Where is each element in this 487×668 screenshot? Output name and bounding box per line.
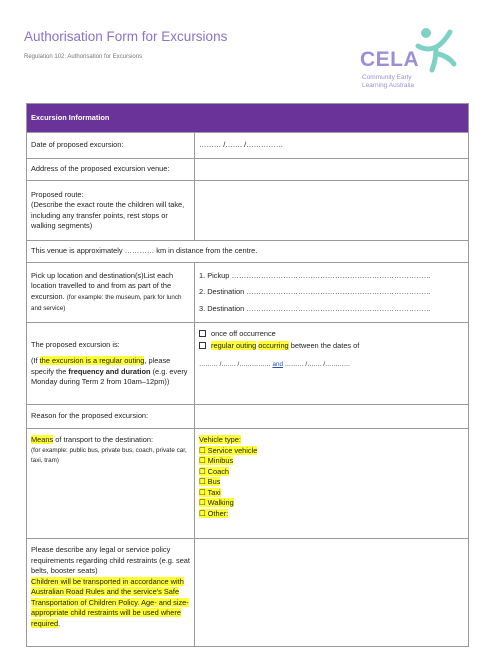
logo-line-2: Learning Australia <box>362 82 415 89</box>
proposed-note-highlight: the excursion is a regular outing <box>39 356 145 365</box>
proposed-note-b: , please specify the <box>31 356 171 376</box>
vehicle-option-walking[interactable]: ☐ Walking <box>199 498 234 507</box>
address-row <box>27 159 469 181</box>
means-rest: of transport to the destination: <box>53 435 154 444</box>
page-title: Authorisation Form for Excursions <box>24 29 228 44</box>
transport-label <box>31 435 190 446</box>
date-label: Date of proposed excursion: <box>27 133 195 159</box>
dates-start: ……… /……. /…………… <box>199 361 271 368</box>
pickup-cell <box>27 263 195 323</box>
vehicle-option-taxi[interactable]: ☐ Taxi <box>199 487 221 497</box>
proposed-note <box>31 356 190 388</box>
vehicle-option-service[interactable]: ☐ Service vehicle <box>199 445 258 455</box>
proposed-note-c: (e.g. every Monday during Term 2 from 10am–12pm)) <box>31 366 188 386</box>
distance-row <box>27 241 469 263</box>
restraints-end: . <box>58 618 61 628</box>
option-regular-rest: between the dates of <box>288 340 360 350</box>
vehicle-cell <box>195 429 469 539</box>
pickup-fields <box>195 263 469 323</box>
excursion-form-table <box>26 103 469 647</box>
restraints-field[interactable] <box>195 539 469 647</box>
option-regular-highlight-2: occurring <box>258 340 289 350</box>
person-figure-icon <box>414 26 464 74</box>
proposed-note-a: (If <box>31 356 40 365</box>
logo-word: CELA <box>360 48 420 71</box>
dates-end: ……… /……. /………… <box>284 361 351 368</box>
restraints-cell <box>27 539 195 647</box>
vehicle-title: Vehicle type: <box>199 435 241 444</box>
route-row <box>27 181 469 241</box>
restraints-highlight: Children will be transported in accordance with Australian Road Rules and the service's Safe Transportation of Children Policy. Age- and size-appropriate child restraints will be used where required <box>31 576 189 628</box>
checkbox-icon[interactable] <box>199 330 206 337</box>
dates-range[interactable] <box>199 360 464 371</box>
cela-logo <box>360 26 460 96</box>
pickup-line-1[interactable]: 1. Pickup ……………………………………………………………………… <box>199 270 431 280</box>
route-cell <box>27 181 195 241</box>
restraints-note <box>31 577 190 630</box>
reason-field[interactable] <box>195 405 469 429</box>
option-once-label: once off occurrence <box>211 329 276 338</box>
proposed-cell <box>27 323 195 405</box>
distance-text[interactable]: This venue is approximately ………… km in distance from the centre. <box>27 241 469 263</box>
pickup-example: (for example: the museum, park for lunch and service) <box>31 293 182 312</box>
restraints-row <box>27 539 469 647</box>
date-row <box>27 133 469 159</box>
restraints-label: Please describe any legal or service policy requirements regarding child restraints (e.g. seat belts, booster seats) <box>31 545 190 575</box>
option-regular[interactable] <box>199 341 464 352</box>
address-field[interactable] <box>195 159 469 181</box>
proposed-label: The proposed excursion is: <box>31 339 120 349</box>
option-once[interactable] <box>199 329 464 340</box>
reason-row <box>27 405 469 429</box>
transport-example: (for example: public bus, private bus, coach, private car, taxi, tram) <box>31 446 187 464</box>
section-header-row <box>27 104 469 133</box>
means-highlight: Means <box>31 435 54 444</box>
route-description: (Describe the exact route the children will take, including any transfer points, rest stops or walking segments) <box>31 200 185 230</box>
dates-and: and <box>272 361 283 368</box>
pickup-label: Pick up location and destination(s)List each location travelled to and from as part of the excursion. <box>31 270 174 301</box>
pickup-line-2[interactable]: 2. Destination ………………………………………………………………… <box>199 287 432 297</box>
vehicle-option-minibus[interactable]: ☐ Minibus <box>199 456 234 465</box>
vehicle-option-other[interactable]: ☐ Other: <box>199 508 229 518</box>
transport-cell <box>27 429 195 539</box>
pickup-line-3[interactable]: 3. Destination ………………………………………………………………… <box>199 303 432 313</box>
checkbox-icon[interactable] <box>199 342 206 349</box>
pickup-row <box>27 263 469 323</box>
transport-row <box>27 429 469 539</box>
section-header: Excursion Information <box>27 104 469 133</box>
date-field[interactable]: ……… /……. /…………… <box>195 133 469 159</box>
logo-line-1: Community Early <box>362 74 412 81</box>
proposed-options <box>195 323 469 405</box>
vehicle-option-coach[interactable]: ☐ Coach <box>199 466 230 476</box>
address-label: Address of the proposed excursion venue: <box>27 159 195 181</box>
route-label: Proposed route: <box>31 189 84 199</box>
page-subtitle: Regulation 102: Authorisation for Excursions <box>24 54 143 60</box>
proposed-note-bold: frequency and duration <box>68 366 151 376</box>
reason-label: Reason for the proposed excursion: <box>27 405 195 429</box>
proposed-row <box>27 323 469 405</box>
vehicle-option-bus[interactable]: ☐ Bus <box>199 477 221 486</box>
route-field[interactable] <box>195 181 469 241</box>
option-regular-highlight-1: regular outing <box>211 340 257 350</box>
